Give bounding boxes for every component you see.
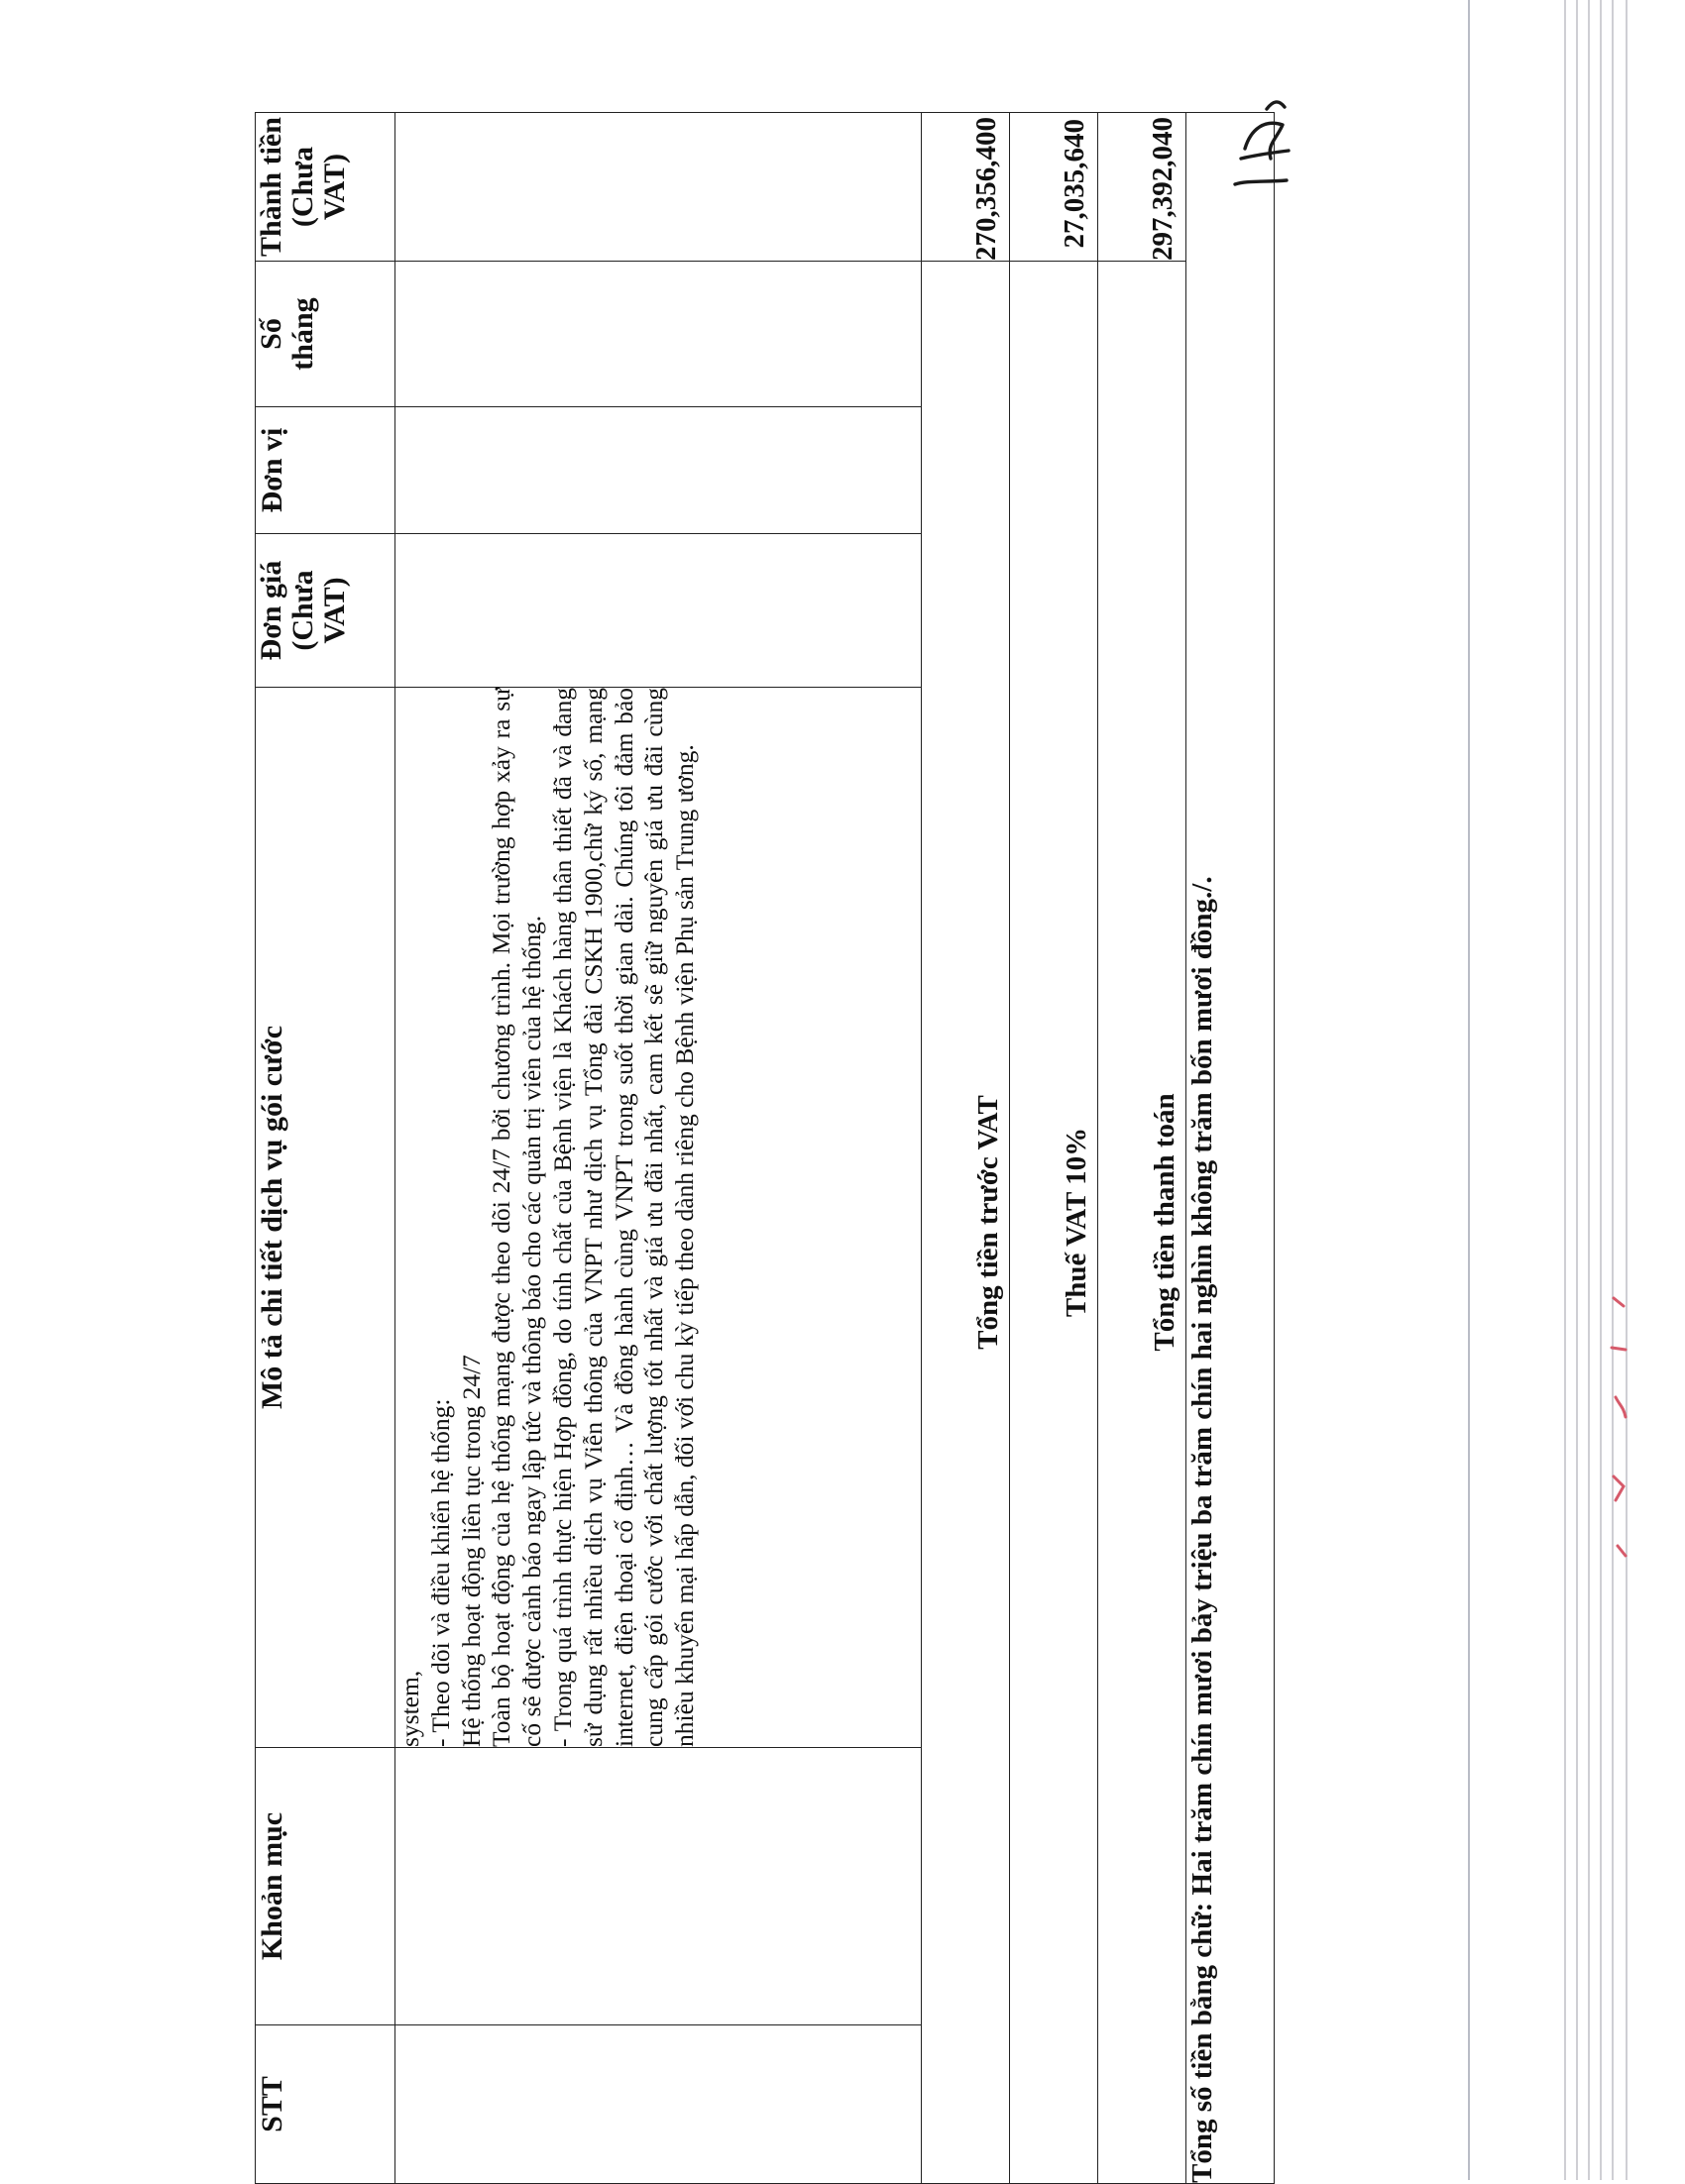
summary-value: 27,035,640 [1010, 113, 1098, 262]
description-paragraph: - Trong quá trình thực hiện Hợp đồng, do tính chất của Bệnh viện là Khách hàng thân thiết đã và đang sử dụng rất nhiều dịch vụ Viễn thông của VNPT như dịch vụ Tổng đài CSKH 1900,chữ ký số, mạng internet, điện thoại cố định… Và đồng hành cùng VNPT trong suốt thời gian dài. Chúng tôi đảm bảo cung cấp gói cước với chất lượng tốt nhất và giá ưu đãi nhất, cam kết sẽ giữ nguyên giá ưu đãi cùng nhiều khuyến mại hấp dẫn, đối với chu kỳ tiếp theo dành riêng cho Bệnh viện Phụ sản Trung ương. [547, 688, 700, 1747]
description-line: Hệ thống hoạt động liên tục trong 24/7 [456, 1355, 486, 1747]
scan-edge-line [1612, 0, 1614, 2180]
header-don-vi: Đơn vị [256, 407, 395, 534]
header-mo-ta: Mô tả chi tiết dịch vụ gói cước [256, 688, 395, 1748]
description-paragraph: Toàn bộ hoạt động của hệ thống mạng được theo dõi 24/7 bởi chương trình. Mọi trường hợp xảy ra sự cố sẽ được cảnh báo ngay lập tức và thông báo cho các quản trị viên của hệ thống. [487, 688, 547, 1747]
scan-edge-line [1588, 0, 1590, 2180]
summary-label: Thuế VAT 10% [1010, 262, 1098, 2184]
header-don-gia-line: VAT) [318, 577, 351, 644]
summary-row-vat [1010, 113, 1098, 2184]
header-stt: STT [256, 2025, 395, 2184]
summary-row-total [1098, 113, 1186, 2184]
price-table [255, 112, 1275, 2184]
amount-in-words-row [1186, 113, 1275, 2184]
header-khoan-muc: Khoản mục [256, 1748, 395, 2025]
header-so-thang [256, 262, 395, 407]
header-so-thang-line: Số [255, 318, 287, 350]
handwritten-initials [1227, 89, 1296, 198]
description-line: system, [395, 1670, 424, 1747]
header-don-gia-line: Đơn giá [255, 560, 287, 661]
scan-edge-line [1576, 0, 1578, 2180]
summary-label: Tổng tiền thanh toán [1098, 262, 1186, 2184]
amount-in-words: Tổng số tiền bằng chữ: Hai trăm chín mươi bảy triệu ba trăm chín hai nghìn không trăm bốn mươi đồng./. [1186, 113, 1275, 2184]
scan-edge-line [1626, 0, 1628, 2180]
scan-edge-line [1600, 0, 1602, 2180]
header-thanh-tien-line: (Chưa VAT) [286, 146, 351, 228]
summary-label: Tổng tiền trước VAT [922, 262, 1010, 2184]
cell-khoan-muc [395, 1748, 922, 2025]
header-don-gia-line: (Chưa [286, 570, 319, 651]
header-thanh-tien [256, 113, 395, 262]
cell-stt [395, 2025, 922, 2184]
header-don-gia [256, 534, 395, 688]
cell-description [395, 688, 922, 1748]
summary-value: 270,356,400 [922, 113, 1010, 262]
table-row [395, 113, 922, 2184]
cell-don-vi [395, 407, 922, 534]
header-thanh-tien-line: Thành tiền [255, 117, 287, 257]
cell-so-thang [395, 262, 922, 407]
description-line: - Theo dõi và điều khiển hệ thống: [425, 1398, 455, 1747]
table-header-row [256, 113, 395, 2184]
scan-edge-line [1468, 0, 1470, 2180]
cell-thanh-tien [395, 113, 922, 262]
cell-don-gia [395, 534, 922, 688]
scan-edge-line [1564, 0, 1566, 2180]
summary-value: 297,392,040 [1098, 113, 1186, 262]
summary-row-subtotal [922, 113, 1010, 2184]
header-so-thang-line: tháng [286, 297, 319, 371]
bleed-through-marks [1604, 1288, 1633, 1585]
rotated-quotation-page [255, 113, 1218, 2184]
